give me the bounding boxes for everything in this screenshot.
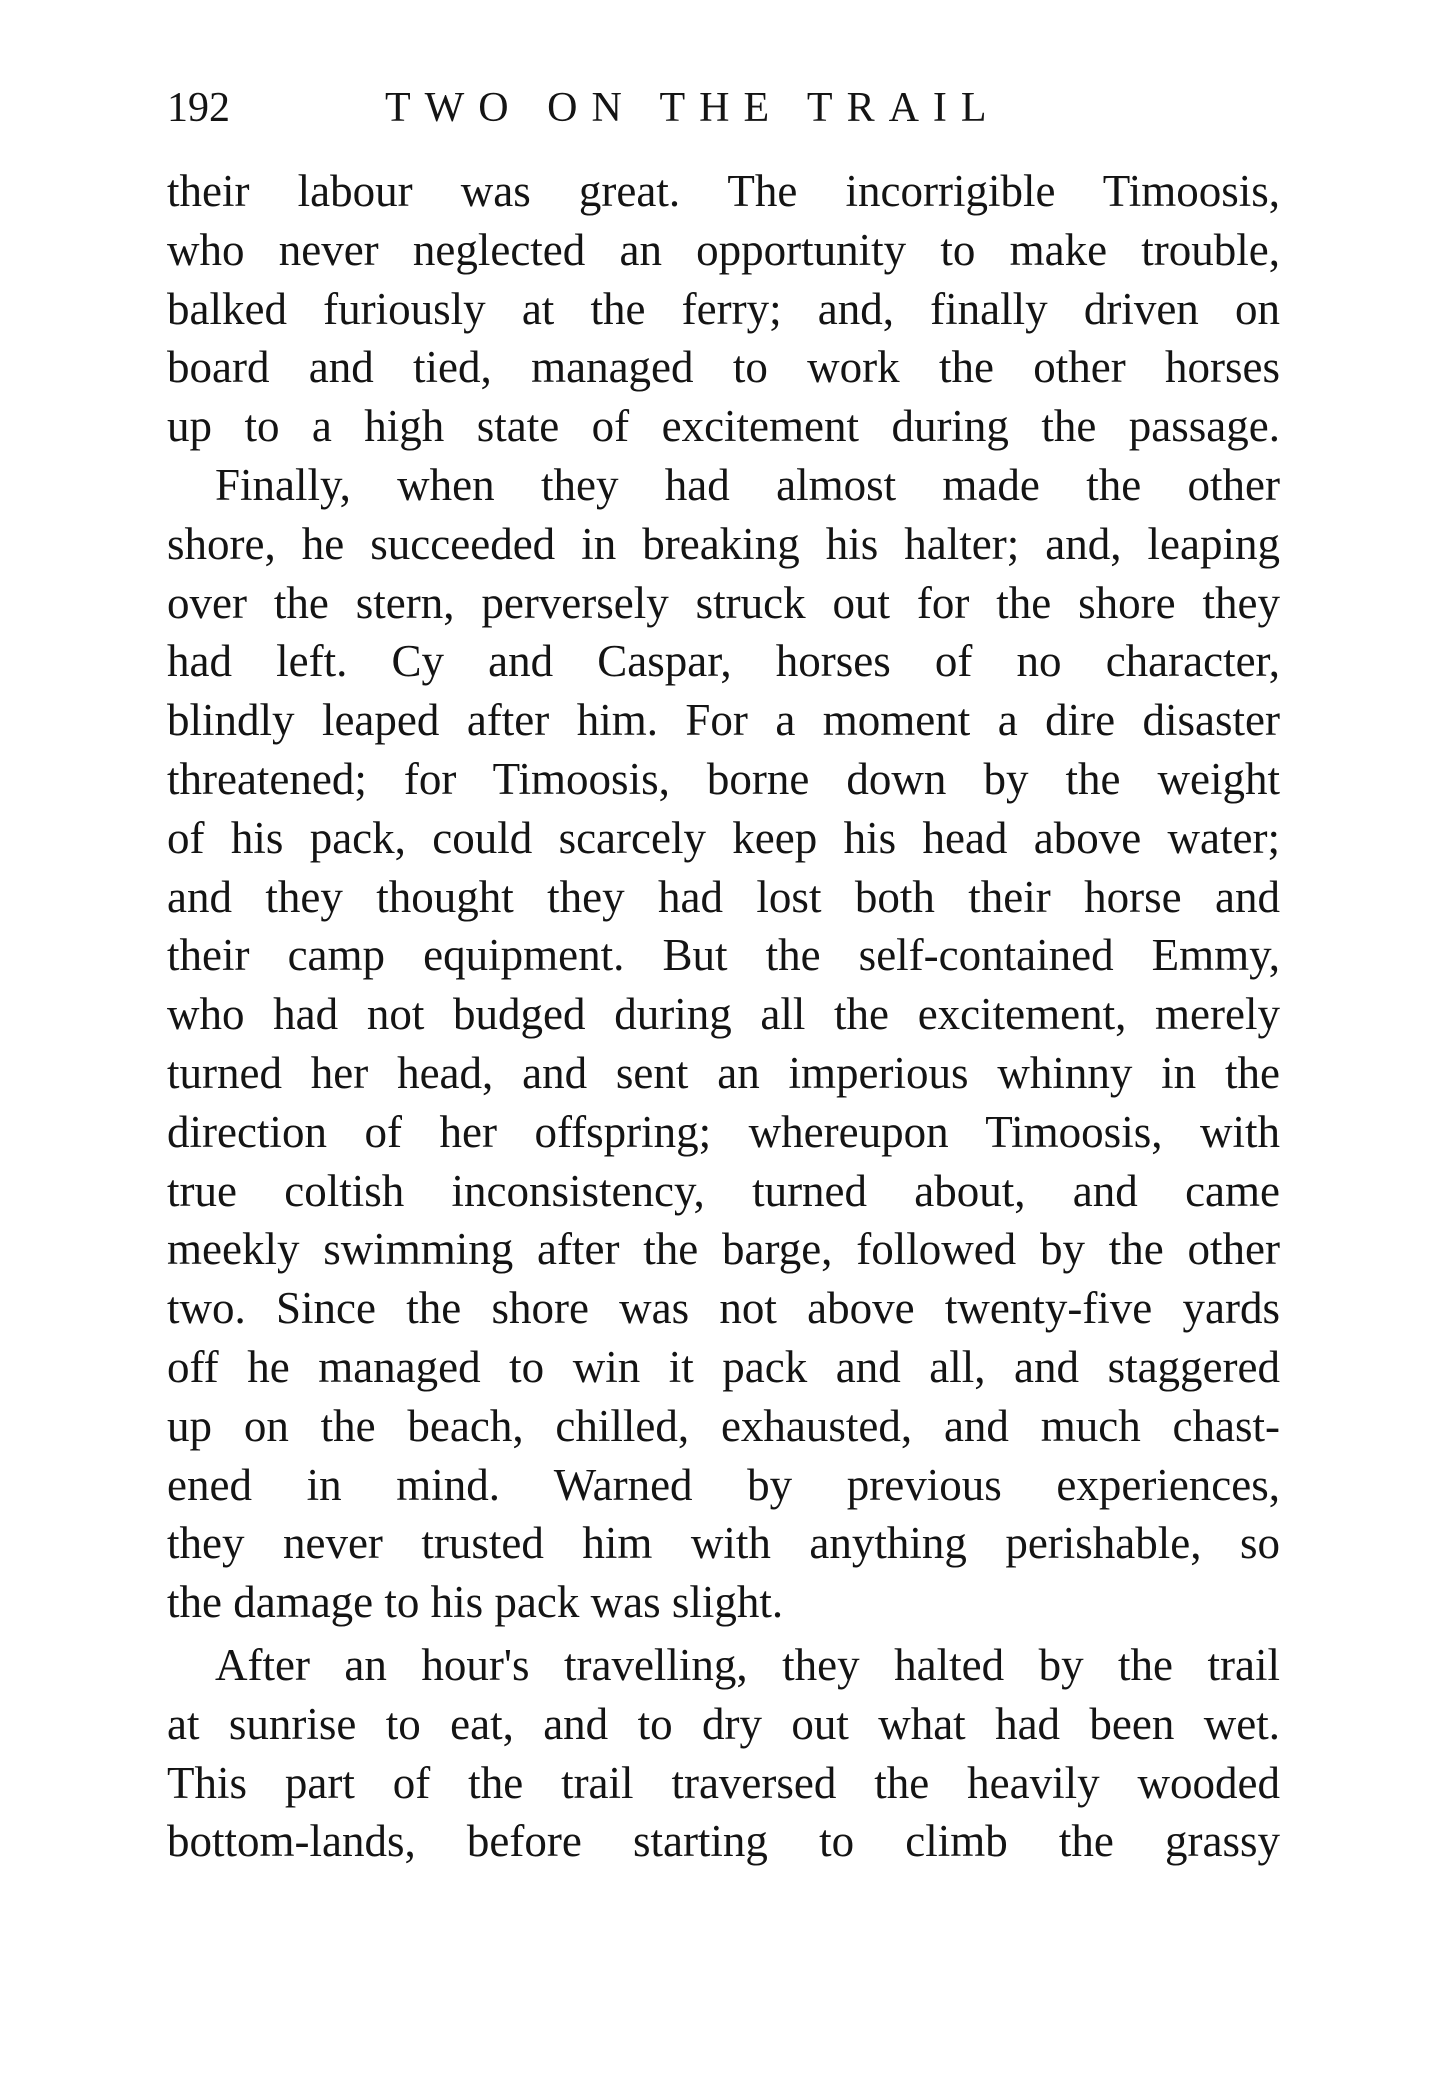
text-line: direction of her offspring; whereupon Timoosis, with <box>167 1106 1280 1157</box>
text-line: shore, he succeeded in breaking his halter; and, leaping <box>167 518 1280 569</box>
text-line: at sunrise to eat, and to dry out what had been wet. <box>167 1698 1280 1749</box>
text-line: After an hour's travelling, they halted by the trail <box>215 1639 1280 1690</box>
paragraph-3 <box>167 1636 1280 1871</box>
text-line: Finally, when they had almost made the other <box>215 459 1280 510</box>
text-line: who had not budged during all the excitement, merely <box>167 989 1280 1040</box>
text-line: meekly swimming after the barge, followed by the other <box>167 1224 1280 1275</box>
text-line: over the stern, perversely struck out for the shore they <box>167 577 1280 628</box>
text-line: This part of the trail traversed the heavily wooded <box>167 1757 1280 1808</box>
text-line: who never neglected an opportunity to make trouble, <box>167 224 1280 275</box>
page-header <box>167 78 1280 138</box>
text-line: their labour was great. The incorrigible Timoosis, <box>167 166 1280 216</box>
text-line: turned her head, and sent an imperious whinny in the <box>167 1047 1280 1098</box>
paragraph-2 <box>167 456 1280 1632</box>
text-line: ened in mind. Warned by previous experiences, <box>167 1459 1280 1510</box>
text-line: bottom-lands, before starting to climb the grassy <box>167 1816 1280 1867</box>
text-line: up to a high state of excitement during the passage. <box>167 401 1280 452</box>
text-line: and they thought they had lost both their horse and <box>167 871 1280 922</box>
text-line: their camp equipment. But the self-contained Emmy, <box>167 930 1280 981</box>
text-line: true coltish inconsistency, turned about, and came <box>167 1165 1280 1216</box>
paragraph-1 <box>167 162 1280 456</box>
page-number: 192 <box>167 85 230 131</box>
text-line: up on the beach, chilled, exhausted, and much chast- <box>167 1400 1280 1451</box>
running-head: TWO ON THE TRAIL <box>385 85 1001 131</box>
text-line: balked furiously at the ferry; and, finally driven on <box>167 283 1280 334</box>
text-line: off he managed to win it pack and all, and staggered <box>167 1341 1280 1392</box>
text-line: they never trusted him with anything perishable, so <box>167 1518 1280 1569</box>
body-text <box>167 162 1280 1871</box>
text-line: two. Since the shore was not above twenty-five yards <box>167 1283 1280 1334</box>
text-line: of his pack, could scarcely keep his head above water; <box>167 812 1280 863</box>
text-line: blindly leaped after him. For a moment a dire disaster <box>167 695 1280 746</box>
text-line: had left. Cy and Caspar, horses of no character, <box>167 636 1280 687</box>
text-line: threatened; for Timoosis, borne down by the weight <box>167 753 1280 804</box>
text-line: the damage to his pack was slight. <box>167 1577 784 1628</box>
text-line: board and tied, managed to work the other horses <box>167 342 1280 393</box>
